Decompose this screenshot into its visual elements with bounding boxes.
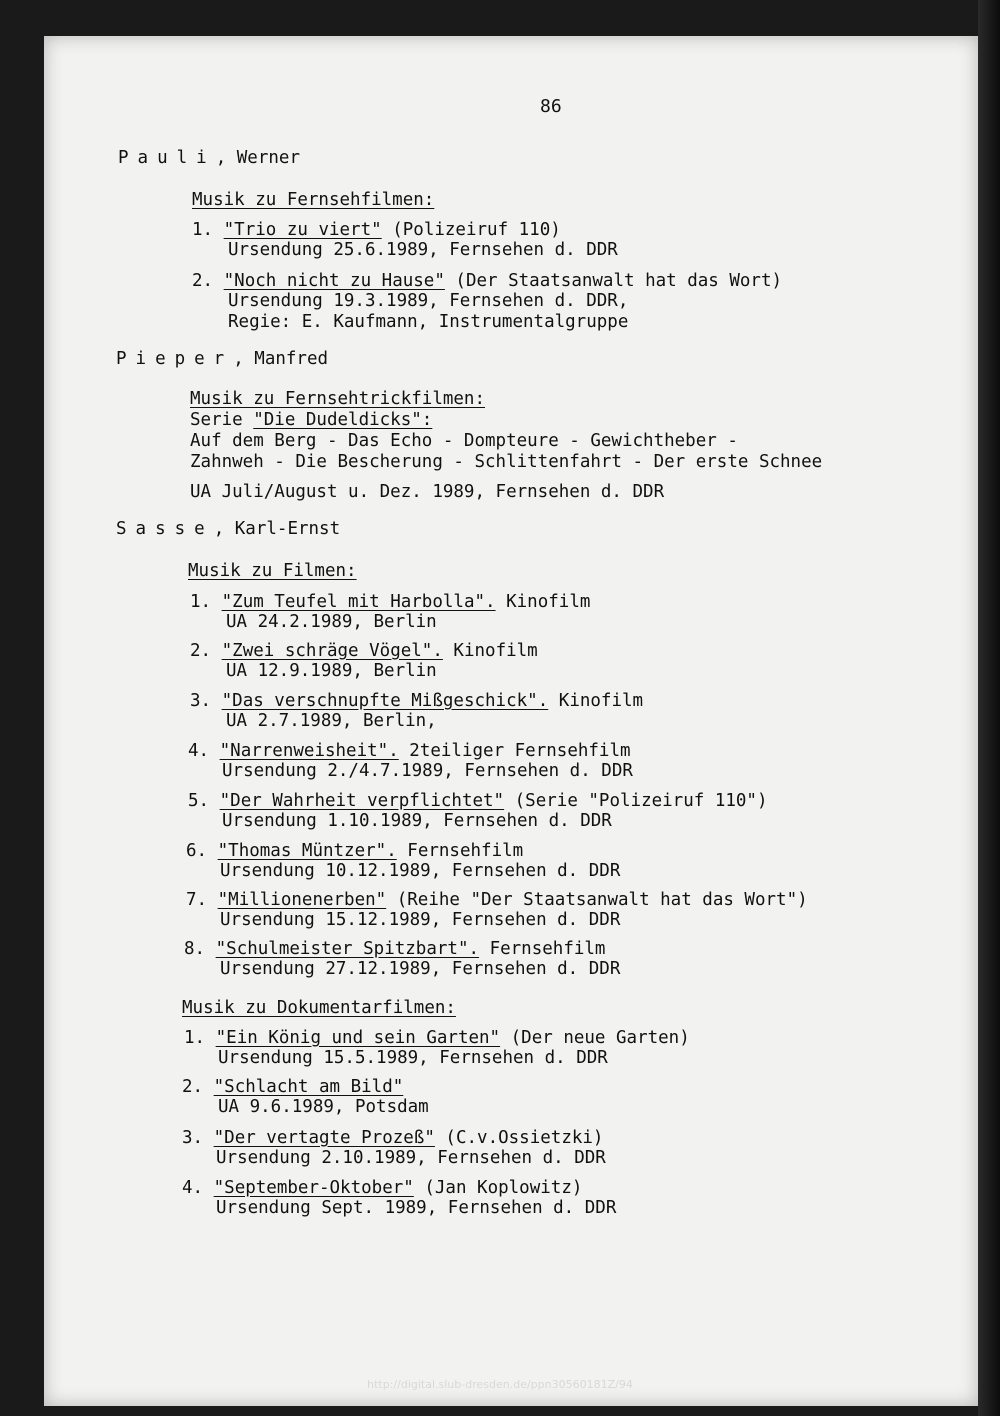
item-detail: Ursendung 25.6.1989, Fernsehen d. DDR [228,240,618,260]
broadcast-note: UA Juli/August u. Dez. 1989, Fernsehen d. DDR [190,482,665,502]
list-item: 6. "Thomas Müntzer". Fernsehfilm [186,841,524,861]
list-item: 1. "Zum Teufel mit Harbolla". Kinofilm [190,592,591,612]
item-detail: UA 24.2.1989, Berlin [226,612,437,632]
scanner-edge [978,0,1000,1416]
list-item: 2. "Schlacht am Bild" [182,1077,404,1097]
item-detail: Ursendung 19.3.1989, Fernsehen d. DDR, [228,291,629,311]
item-detail: Ursendung 15.5.1989, Fernsehen d. DDR [218,1048,608,1068]
item-detail: UA 2.7.1989, Berlin, [226,711,437,731]
episode-list: Auf dem Berg - Das Echo - Dompteure - Gewichtheber - [190,431,738,451]
item-detail: Ursendung 1.10.1989, Fernsehen d. DDR [222,811,612,831]
item-detail: Ursendung 15.12.1989, Fernsehen d. DDR [220,910,621,930]
list-item: 3. "Das verschnupfte Mißgeschick". Kinofilm [190,691,644,711]
list-item: 3. "Der vertagte Prozeß" (C.v.Ossietzki) [182,1128,604,1148]
page-number: 86 [540,96,562,117]
list-item: 4. "September-Oktober" (Jan Koplowitz) [182,1178,583,1198]
composer-name: Sasse, Karl-Ernst [116,519,341,539]
item-detail: Ursendung 2.10.1989, Fernsehen d. DDR [216,1148,606,1168]
composer-name: Pieper, Manfred [116,349,329,369]
list-item: 2. "Noch nicht zu Hause" (Der Staatsanwalt hat das Wort) [192,271,783,291]
section-heading: Musik zu Fernsehfilmen: [192,190,435,210]
item-detail: UA 9.6.1989, Potsdam [218,1097,429,1117]
episode-list: Zahnweh - Die Bescherung - Schlittenfahrt - Der erste Schnee [190,452,823,472]
item-detail: Ursendung Sept. 1989, Fernsehen d. DDR [216,1198,617,1218]
list-item: 1. "Ein König und sein Garten" (Der neue Garten) [184,1028,690,1048]
item-detail: Ursendung 10.12.1989, Fernsehen d. DDR [220,861,621,881]
item-detail: UA 12.9.1989, Berlin [226,661,437,681]
list-item: 5. "Der Wahrheit verpflichtet" (Serie "Polizeiruf 110") [188,791,768,811]
item-detail: Regie: E. Kaufmann, Instrumentalgruppe [228,312,629,332]
source-url: http://digital.slub-dresden.de/ppn30560181Z/94 [367,1378,633,1391]
section-heading: Musik zu Fernsehtrickfilmen: [190,389,486,409]
list-item: 2. "Zwei schräge Vögel". Kinofilm [190,641,538,661]
list-item: 4. "Narrenweisheit". 2teiliger Fernsehfilm [188,741,631,761]
item-detail: Ursendung 27.12.1989, Fernsehen d. DDR [220,959,621,979]
series-line: Serie "Die Dudeldicks": [190,410,433,430]
section-heading: Musik zu Filmen: [188,561,357,581]
list-item: 7. "Millionenerben" (Reihe "Der Staatsanwalt hat das Wort") [186,890,808,910]
list-item: 8. "Schulmeister Spitzbart". Fernsehfilm [184,939,606,959]
composer-name: Pauli, Werner [118,148,300,168]
item-detail: Ursendung 2./4.7.1989, Fernsehen d. DDR [222,761,633,781]
list-item: 1. "Trio zu viert" (Polizeiruf 110) [192,220,561,240]
section-heading: Musik zu Dokumentarfilmen: [182,998,456,1018]
